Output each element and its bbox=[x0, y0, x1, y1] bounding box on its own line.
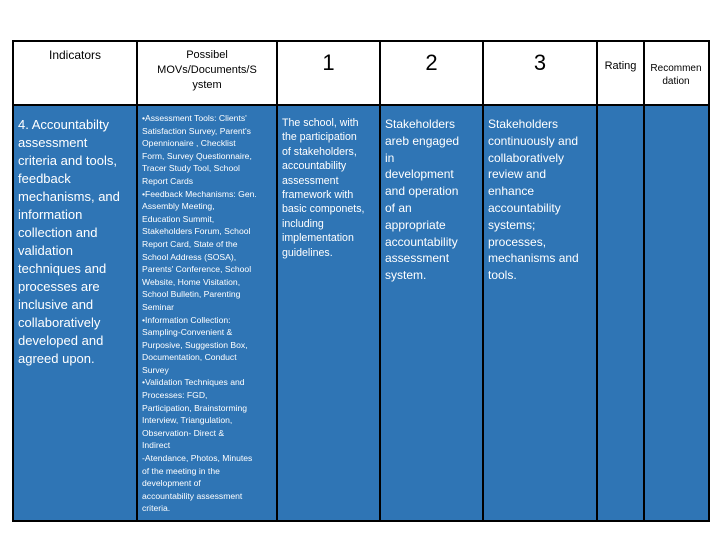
text-line: •Feedback Mechanisms: Gen. bbox=[142, 188, 257, 199]
text-line: The school, with bbox=[282, 117, 359, 129]
movs-cell bbox=[142, 112, 276, 515]
text-line: School Bulletin, Parenting bbox=[142, 289, 241, 300]
text-line: Parents' Conference, School bbox=[142, 264, 252, 275]
header-level-3: 3 bbox=[533, 50, 547, 75]
text-line: accountability bbox=[282, 160, 347, 173]
text-line: Purposive, Suggestion Box, bbox=[142, 339, 248, 350]
text-line: mechanisms and bbox=[488, 251, 579, 266]
text-line: Processes: FGD, bbox=[142, 390, 208, 401]
text-line: accountability bbox=[488, 200, 561, 215]
text-line: -Atendance, Photos, Minutes bbox=[142, 453, 253, 464]
text-line: areb engaged bbox=[385, 133, 460, 148]
text-line: assessment bbox=[282, 174, 339, 187]
text-line: feedback bbox=[18, 171, 71, 186]
text-line: of the meeting in the bbox=[142, 465, 220, 476]
text-line: School Address (SOSA), bbox=[142, 251, 237, 262]
text-line: accountability assessment bbox=[142, 490, 243, 501]
text-line: systems; bbox=[488, 217, 536, 232]
text-line: Education Summit, bbox=[142, 213, 215, 224]
header-level-1: 1 bbox=[322, 50, 335, 75]
text-line: in bbox=[385, 150, 395, 165]
header-recommendation: Recommen dation bbox=[650, 63, 702, 87]
text-line: Stakeholders Forum, School bbox=[142, 226, 251, 237]
text-line: system. bbox=[385, 268, 427, 283]
text-line: •Validation Techniques and bbox=[142, 377, 245, 388]
text-line: Survey bbox=[142, 364, 169, 375]
text-line: •Information Collection: bbox=[142, 314, 231, 325]
text-line: assessment bbox=[18, 135, 88, 150]
text-line: guidelines. bbox=[282, 246, 333, 259]
text-line: the participation bbox=[282, 131, 357, 144]
text-line: of an bbox=[385, 200, 412, 215]
rubric-table bbox=[12, 40, 710, 522]
text-line: Report Card, State of the bbox=[142, 238, 238, 249]
text-line: Opennionaire , Checklist bbox=[142, 138, 236, 149]
text-line: •Assessment Tools: Clients' bbox=[142, 113, 247, 123]
text-line: development of bbox=[142, 478, 201, 489]
text-line: and operation bbox=[385, 184, 459, 199]
text-line: mechanisms, and bbox=[18, 189, 120, 204]
text-line: Satisfaction Survey, Parent's bbox=[142, 125, 251, 136]
text-line: processes, bbox=[488, 234, 547, 249]
text-line: assessment bbox=[385, 251, 450, 266]
header-indicators: Indicators bbox=[48, 48, 102, 62]
text-line: inclusive and bbox=[18, 297, 94, 312]
text-line: information bbox=[18, 207, 83, 222]
text-line: Tracer Study Tool, School bbox=[142, 163, 240, 174]
text-line: Interview, Triangulation, bbox=[142, 415, 233, 426]
text-line: review and bbox=[488, 167, 547, 182]
indicator-cell bbox=[18, 116, 136, 368]
text-line: Website, Home Visitation, bbox=[142, 276, 241, 287]
header-level-2: 2 bbox=[425, 50, 438, 75]
text-line: Participation, Brainstorming bbox=[142, 402, 248, 413]
text-line: including bbox=[282, 217, 324, 230]
level-3-cell bbox=[488, 116, 594, 284]
text-line: framework with bbox=[282, 189, 354, 202]
text-line: Indirect bbox=[142, 440, 171, 451]
level-2-cell bbox=[385, 116, 481, 284]
text-line: Form, Survey Questionnaire, bbox=[142, 150, 252, 161]
text-line: tools. bbox=[488, 268, 517, 283]
text-line: Sampling-Convenient & bbox=[142, 327, 233, 338]
text-line: Report Cards bbox=[142, 175, 194, 186]
text-line: development bbox=[385, 167, 454, 182]
text-line: collection and bbox=[18, 225, 98, 240]
text-line: criteria and tools, bbox=[18, 153, 117, 168]
header-rating: Rating bbox=[604, 60, 637, 72]
text-line: 4. Accountabilty bbox=[18, 117, 110, 132]
text-line: of stakeholders, bbox=[282, 145, 357, 158]
text-line: techniques and bbox=[18, 261, 107, 276]
text-line: Observation- Direct & bbox=[142, 427, 225, 438]
text-line: Assembly Meeting, bbox=[142, 201, 215, 212]
text-line: Documentation, Conduct bbox=[142, 352, 237, 363]
text-line: continuously and bbox=[488, 133, 579, 148]
text-line: Stakeholders bbox=[488, 117, 559, 131]
text-line: processes are bbox=[18, 279, 100, 294]
text-line: validation bbox=[18, 243, 73, 258]
text-line: basic componets, bbox=[282, 203, 365, 216]
header-movs: Possibel MOVs/Documents/S ystem bbox=[157, 49, 257, 91]
text-line: enhance bbox=[488, 184, 535, 199]
text-line: implementation bbox=[282, 232, 354, 245]
text-line: criteria. bbox=[142, 503, 171, 514]
text-line: collaboratively bbox=[18, 315, 101, 330]
text-line: collaboratively bbox=[488, 150, 565, 165]
text-line: Seminar bbox=[142, 301, 174, 312]
text-line: Stakeholders bbox=[385, 117, 456, 131]
text-line: developed and bbox=[18, 333, 104, 348]
text-line: agreed upon. bbox=[18, 351, 95, 366]
level-1-cell bbox=[282, 116, 378, 260]
text-line: accountability bbox=[385, 234, 458, 249]
text-line: appropriate bbox=[385, 217, 446, 232]
